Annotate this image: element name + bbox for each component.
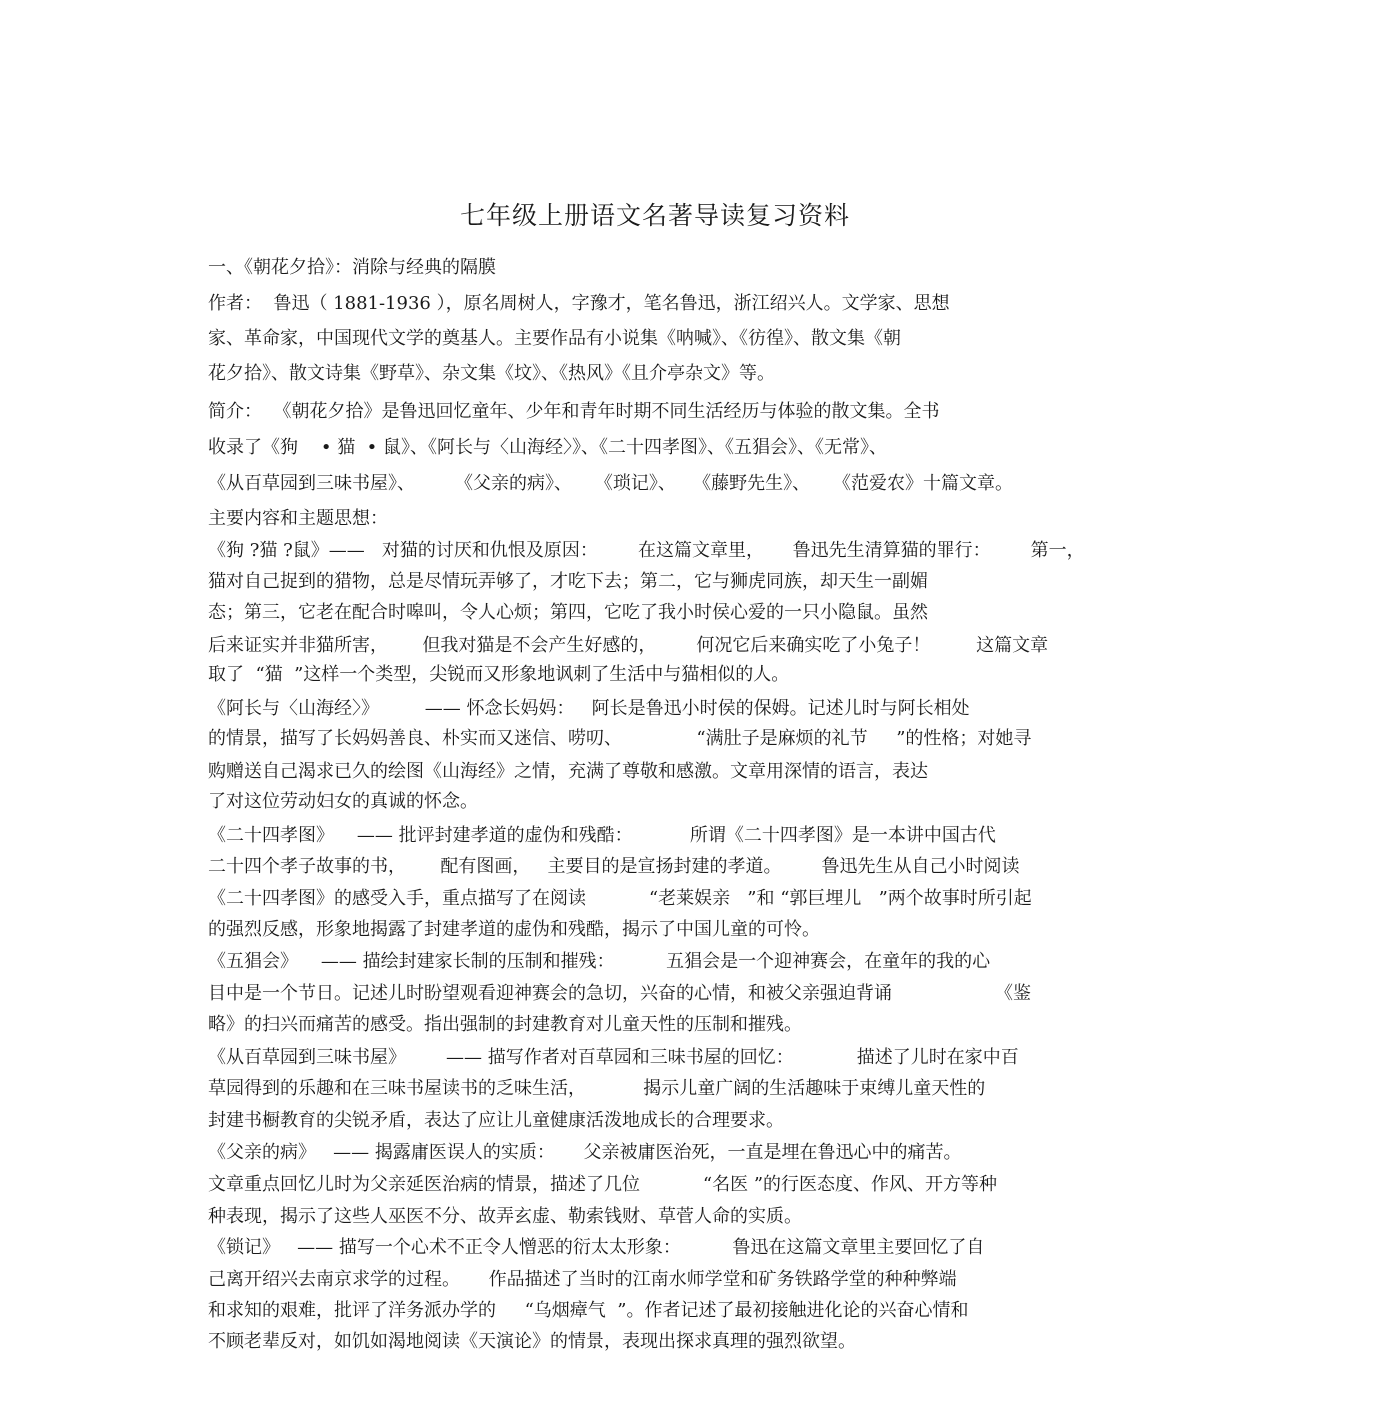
- body-line: 的强烈反感，形象地揭露了封建孝道的虚伪和残酷，揭示了中国儿童的可怜。: [208, 919, 820, 940]
- body-line: 的情景，描写了长妈妈善良、朴实而又迷信、唠叨、 “满肚子是麻烦的礼节 ”的性格；对她寻: [208, 728, 1032, 749]
- document-title: 七年级上册语文名著导读复习资料: [459, 201, 850, 230]
- body-line: 略》的扫兴而痛苦的感受。指出强制的封建教育对儿童天性的压制和摧残。: [208, 1014, 802, 1035]
- body-line: 《从百草园到三味书屋》 —— 描写作者对百草园和三味书屋的回忆： 描述了儿时在家中百: [208, 1047, 1019, 1068]
- author-line: 家、革命家，中国现代文学的奠基人。主要作品有小说集《呐喊》、《彷徨》、散文集《朝: [208, 328, 901, 349]
- body-line: 种表现，揭示了这些人巫医不分、故弄玄虚、勒索钱财、草菅人命的实质。: [208, 1206, 802, 1227]
- body-line: 《锁记》 —— 描写一个心术不正令人憎恶的衍太太形象： 鲁迅在这篇文章里主要回忆了自: [208, 1237, 985, 1258]
- author-line: 作者： 鲁迅（ 1881-1936 ），原名周树人，字豫才，笔名鲁迅，浙江绍兴人。文学家、思想: [208, 293, 950, 314]
- intro-line: 收录了《狗 • 猫 • 鼠》、《阿长与〈山海经〉》、《二十四孝图》、《五猖会》、《无常》、: [208, 437, 888, 458]
- body-line: 封建书橱教育的尖锐矛盾，表达了应让儿童健康活泼地成长的合理要求。: [208, 1110, 784, 1131]
- body-line: 不顾老辈反对，如饥如渴地阅读《天演论》的情景，表现出探求真理的强烈欲望。: [208, 1331, 856, 1352]
- body-line: 文章重点回忆儿时为父亲延医治病的情景，描述了几位 “名医 ”的行医态度、作风、开方等种: [208, 1174, 998, 1195]
- body-line: 购赠送自己渴求已久的绘图《山海经》之情，充满了尊敬和感激。文章用深情的语言，表达: [208, 761, 928, 782]
- body-line: 己离开绍兴去南京求学的过程。 作品描述了当时的江南水师学堂和矿务铁路学堂的种种弊端: [208, 1269, 957, 1290]
- body-line: 猫对自己捉到的猎物，总是尽情玩弄够了，才吃下去；第二，它与狮虎同族，却天生一副媚: [208, 571, 928, 592]
- body-line: 《父亲的病》 —— 揭露庸医误人的实质： 父亲被庸医治死，一直是埋在鲁迅心中的痛苦。: [208, 1142, 962, 1163]
- body-line: 二十四个孝子故事的书， 配有图画， 主要目的是宣扬封建的孝道。 鲁迅先生从自己小时阅读: [208, 856, 1020, 877]
- body-line: 《狗 ?猫 ?鼠》—— 对猫的讨厌和仇恨及原因： 在这篇文章里， 鲁迅先生清算猫的罪行： 第一，: [208, 540, 1085, 561]
- body-line: 态；第三，它老在配合时嗥叫，令人心烦；第四，它吃了我小时侯心爱的一只小隐鼠。虽然: [208, 602, 928, 623]
- subheading: 主要内容和主题思想：: [208, 508, 388, 529]
- body-line: 《二十四孝图》 —— 批评封建孝道的虚伪和残酷： 所谓《二十四孝图》是一本讲中国古代: [208, 825, 996, 846]
- body-line: 后来证实并非猫所害， 但我对猫是不会产生好感的， 何况它后来确实吃了小兔子！ 这篇文章: [208, 635, 1049, 656]
- body-line: 取了 “猫 ”这样一个类型，尖锐而又形象地讽刺了生活中与猫相似的人。: [208, 664, 790, 685]
- intro-line: 简介： 《朝花夕拾》是鲁迅回忆童年、少年和青年时期不同生活经历与体验的散文集。全书: [208, 401, 940, 422]
- body-line: 《阿长与〈山海经〉》 —— 怀念长妈妈： 阿长是鲁迅小时侯的保姆。记述儿时与阿长相处: [208, 698, 970, 719]
- intro-line: 《从百草园到三味书屋》、 《父亲的病》、 《琐记》、 《藤野先生》、 《范爱农》十篇文章。: [208, 473, 1013, 494]
- section-heading: 一、《朝花夕拾》：消除与经典的隔膜: [208, 257, 496, 278]
- body-line: 目中是一个节日。记述儿时盼望观看迎神赛会的急切，兴奋的心情，和被父亲强迫背诵 《鉴: [208, 983, 1031, 1004]
- body-line: 草园得到的乐趣和在三味书屋读书的乏味生活， 揭示儿童广阔的生活趣味于束缚儿童天性的: [208, 1078, 986, 1099]
- body-line: 《二十四孝图》的感受入手，重点描写了在阅读 “老莱娱亲 ”和 “郭巨埋儿 ”两个故事时所引起: [208, 888, 1032, 909]
- author-line: 花夕拾》、散文诗集《野草》、杂文集《坟》、《热风》《且介亭杂文》等。: [208, 363, 775, 384]
- body-line: 了对这位劳动妇女的真诚的怀念。: [208, 791, 478, 812]
- body-line: 和求知的艰难，批评了洋务派办学的 “乌烟瘴气 ”。作者记述了最初接触进化论的兴奋心情和: [208, 1300, 969, 1321]
- body-line: 《五猖会》 —— 描绘封建家长制的压制和摧残： 五猖会是一个迎神赛会，在童年的我的心: [208, 951, 991, 972]
